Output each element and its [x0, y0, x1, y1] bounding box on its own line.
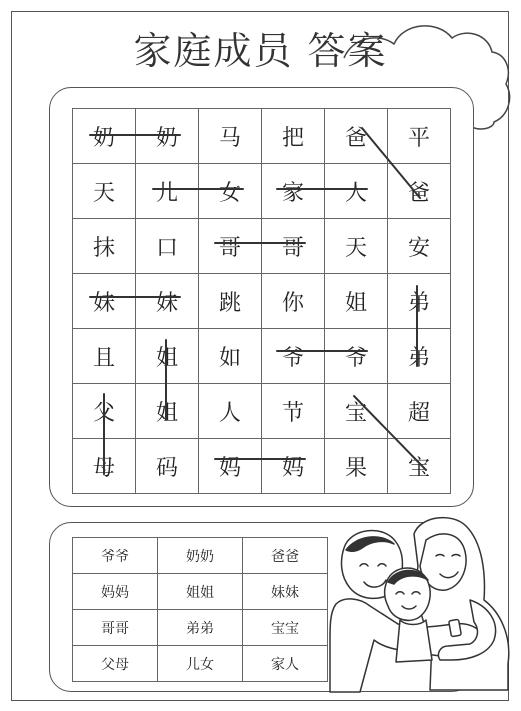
word-item: 姐姐 [158, 574, 243, 610]
grid-cell: 哥 [199, 219, 262, 274]
grid-cell: 姐 [136, 384, 199, 439]
grid-cell: 超 [388, 384, 451, 439]
word-item: 弟弟 [158, 610, 243, 646]
grid-cell: 跳 [199, 274, 262, 329]
grid-cell: 爷 [325, 329, 388, 384]
word-item: 家人 [243, 646, 328, 682]
grid-cell: 父 [73, 384, 136, 439]
grid-cell: 儿 [136, 164, 199, 219]
grid-cell: 马 [199, 109, 262, 164]
grid-cell: 妹 [136, 274, 199, 329]
grid-cell: 奶 [73, 109, 136, 164]
grid-cell: 天 [73, 164, 136, 219]
grid-cell: 把 [262, 109, 325, 164]
grid-cell: 姐 [325, 274, 388, 329]
grid-cell: 爷 [262, 329, 325, 384]
grid-cell: 妹 [73, 274, 136, 329]
page-title: 家庭成员 答案 [133, 29, 388, 73]
grid-cell: 妈 [262, 439, 325, 494]
grid-cell: 奶 [136, 109, 199, 164]
grid-cell: 人 [325, 164, 388, 219]
grid-cell: 如 [199, 329, 262, 384]
grid-cell: 弟 [388, 329, 451, 384]
grid-cell: 哥 [262, 219, 325, 274]
grid-cell: 姐 [136, 329, 199, 384]
grid-cell: 口 [136, 219, 199, 274]
grid-cell: 码 [136, 439, 199, 494]
grid-cell: 爸 [388, 164, 451, 219]
word-item: 哥哥 [73, 610, 158, 646]
word-item: 妹妹 [243, 574, 328, 610]
word-item: 父母 [73, 646, 158, 682]
grid-cell: 宝 [325, 384, 388, 439]
grid-cell: 抹 [73, 219, 136, 274]
grid-cell: 弟 [388, 274, 451, 329]
grid-cell: 妈 [199, 439, 262, 494]
grid-cell: 宝 [388, 439, 451, 494]
grid-cell: 节 [262, 384, 325, 439]
grid-cell: 果 [325, 439, 388, 494]
word-item: 妈妈 [73, 574, 158, 610]
grid-cell: 天 [325, 219, 388, 274]
grid-cell: 安 [388, 219, 451, 274]
grid-cell: 家 [262, 164, 325, 219]
word-item: 奶奶 [158, 538, 243, 574]
grid-cell: 母 [73, 439, 136, 494]
word-item: 宝宝 [243, 610, 328, 646]
word-item: 爷爷 [73, 538, 158, 574]
grid-cell: 平 [388, 109, 451, 164]
grid-cell: 女 [199, 164, 262, 219]
grid-cell: 人 [199, 384, 262, 439]
grid-cell: 爸 [325, 109, 388, 164]
grid-cell: 你 [262, 274, 325, 329]
word-item: 爸爸 [243, 538, 328, 574]
word-item: 儿女 [158, 646, 243, 682]
grid-cell: 且 [73, 329, 136, 384]
